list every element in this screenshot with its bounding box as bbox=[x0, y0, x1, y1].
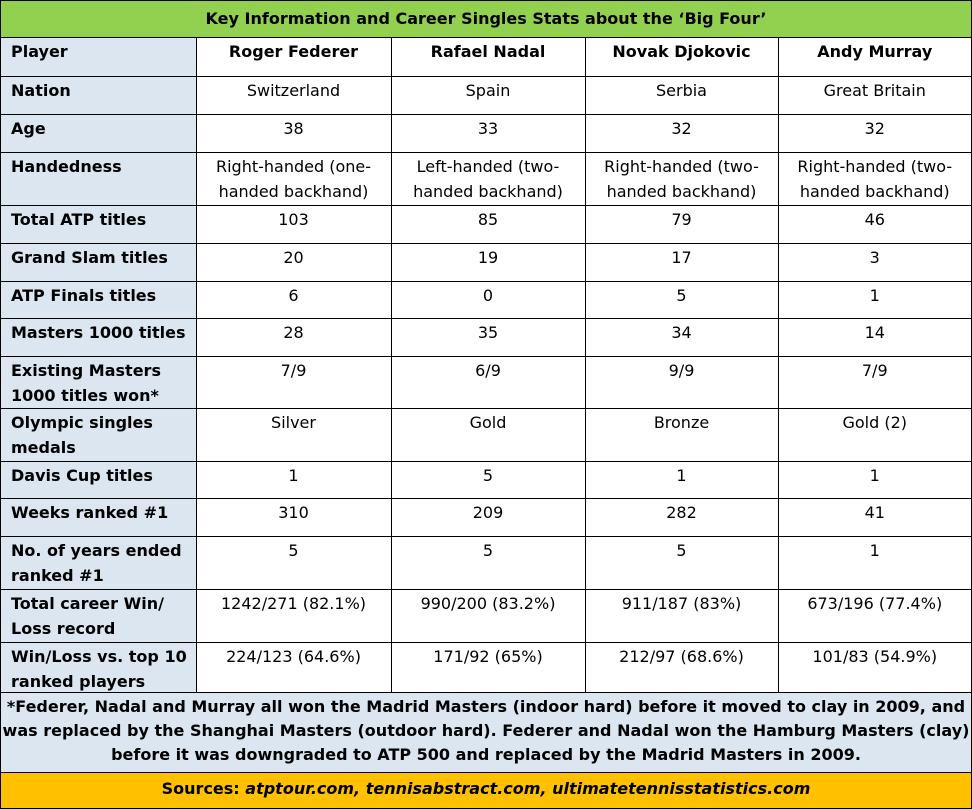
sources-bar bbox=[1, 772, 971, 808]
table-cell: Left-handed (two-handed backhand) bbox=[391, 152, 585, 205]
row-label: Win/Loss vs. top 10 ranked players bbox=[1, 642, 196, 695]
table-row bbox=[1, 356, 971, 408]
table-cell: 34 bbox=[585, 318, 778, 356]
table-cell: 1242/271 (82.1%) bbox=[196, 589, 391, 642]
table-cell: 79 bbox=[585, 205, 778, 243]
table-cell: 1 bbox=[778, 536, 971, 589]
table-cell: 101/83 (54.9%) bbox=[778, 642, 971, 695]
sources-links: atptour.com, tennisabstract.com, ultimatetennisstatistics.com bbox=[245, 779, 811, 798]
table-cell: 6 bbox=[196, 281, 391, 318]
table-cell: 5 bbox=[585, 536, 778, 589]
table-cell: 32 bbox=[778, 114, 971, 152]
table-row bbox=[1, 536, 971, 589]
row-label: Existing Masters 1000 titles won* bbox=[1, 356, 196, 408]
table-cell: Silver bbox=[196, 408, 391, 461]
table-cell: 17 bbox=[585, 243, 778, 281]
row-label: ATP Finals titles bbox=[1, 281, 196, 318]
table-cell: 5 bbox=[585, 281, 778, 318]
table-cell: Gold (2) bbox=[778, 408, 971, 461]
table-cell: Great Britain bbox=[778, 76, 971, 114]
table-cell: 33 bbox=[391, 114, 585, 152]
column-header-murray: Andy Murray bbox=[778, 38, 971, 76]
column-header-player: Player bbox=[1, 38, 196, 76]
table-cell: 103 bbox=[196, 205, 391, 243]
table-cell: 212/97 (68.6%) bbox=[585, 642, 778, 695]
table-cell: 209 bbox=[391, 498, 585, 536]
table-cell: 1 bbox=[778, 461, 971, 498]
table-cell: 41 bbox=[778, 498, 971, 536]
table-row bbox=[1, 114, 971, 152]
table-row bbox=[1, 281, 971, 318]
table-cell: Gold bbox=[391, 408, 585, 461]
table-row bbox=[1, 243, 971, 281]
table-cell: Right-handed (two-handed backhand) bbox=[585, 152, 778, 205]
table-cell: 0 bbox=[391, 281, 585, 318]
header-row bbox=[1, 38, 971, 76]
table-row bbox=[1, 589, 971, 642]
table-cell: 6/9 bbox=[391, 356, 585, 408]
table-cell: Right-handed (two-handed backhand) bbox=[778, 152, 971, 205]
table-cell: 35 bbox=[391, 318, 585, 356]
table-cell: Spain bbox=[391, 76, 585, 114]
sources-label: Sources: bbox=[161, 779, 240, 798]
table-row bbox=[1, 152, 971, 205]
table-cell: Right-handed (one-handed backhand) bbox=[196, 152, 391, 205]
table-row bbox=[1, 408, 971, 461]
table-title: Key Information and Career Singles Stats about the ‘Big Four’ bbox=[1, 1, 971, 38]
column-header-djokovic: Novak Djokovic bbox=[585, 38, 778, 76]
row-label: Nation bbox=[1, 76, 196, 114]
table-cell: 1 bbox=[778, 281, 971, 318]
row-label: Weeks ranked #1 bbox=[1, 498, 196, 536]
row-label: Olympic singles medals bbox=[1, 408, 196, 461]
table-cell: 673/196 (77.4%) bbox=[778, 589, 971, 642]
table-cell: 911/187 (83%) bbox=[585, 589, 778, 642]
table-cell: 32 bbox=[585, 114, 778, 152]
table-cell: Switzerland bbox=[196, 76, 391, 114]
table-cell: 282 bbox=[585, 498, 778, 536]
table-row bbox=[1, 318, 971, 356]
table-cell: 1 bbox=[585, 461, 778, 498]
row-label: Handedness bbox=[1, 152, 196, 205]
table-cell: Bronze bbox=[585, 408, 778, 461]
table-cell: 46 bbox=[778, 205, 971, 243]
table-cell: 85 bbox=[391, 205, 585, 243]
stats-table bbox=[1, 38, 971, 696]
table-cell: 224/123 (64.6%) bbox=[196, 642, 391, 695]
row-label: Total career Win/ Loss record bbox=[1, 589, 196, 642]
row-label: Davis Cup titles bbox=[1, 461, 196, 498]
row-label: Total ATP titles bbox=[1, 205, 196, 243]
table-cell: 5 bbox=[196, 536, 391, 589]
table-cell: 28 bbox=[196, 318, 391, 356]
table-cell: 5 bbox=[391, 536, 585, 589]
table-row bbox=[1, 642, 971, 695]
table-cell: 990/200 (83.2%) bbox=[391, 589, 585, 642]
table-row bbox=[1, 205, 971, 243]
table-cell: 171/92 (65%) bbox=[391, 642, 585, 695]
row-label: Grand Slam titles bbox=[1, 243, 196, 281]
column-header-federer: Roger Federer bbox=[196, 38, 391, 76]
table-cell: 5 bbox=[391, 461, 585, 498]
table-cell: 310 bbox=[196, 498, 391, 536]
table-cell: 3 bbox=[778, 243, 971, 281]
row-label: No. of years ended ranked #1 bbox=[1, 536, 196, 589]
table-cell: 1 bbox=[196, 461, 391, 498]
table-cell: 7/9 bbox=[778, 356, 971, 408]
table-cell: Serbia bbox=[585, 76, 778, 114]
table-row bbox=[1, 498, 971, 536]
table-cell: 9/9 bbox=[585, 356, 778, 408]
table-row bbox=[1, 76, 971, 114]
table-row bbox=[1, 461, 971, 498]
table-cell: 19 bbox=[391, 243, 585, 281]
footnote: *Federer, Nadal and Murray all won the Madrid Masters (indoor hard) before it moved to clay in 2009, and was replaced by the Shanghai Masters (outdoor hard). Federer and Nadal won the Hamburg Masters (clay) before it was downgraded to ATP 500 and replaced by the Madrid Masters in 2009. bbox=[1, 692, 971, 772]
table-cell: 20 bbox=[196, 243, 391, 281]
table-cell: 38 bbox=[196, 114, 391, 152]
table-cell: 7/9 bbox=[196, 356, 391, 408]
table-cell: 14 bbox=[778, 318, 971, 356]
column-header-nadal: Rafael Nadal bbox=[391, 38, 585, 76]
row-label: Age bbox=[1, 114, 196, 152]
row-label: Masters 1000 titles bbox=[1, 318, 196, 356]
